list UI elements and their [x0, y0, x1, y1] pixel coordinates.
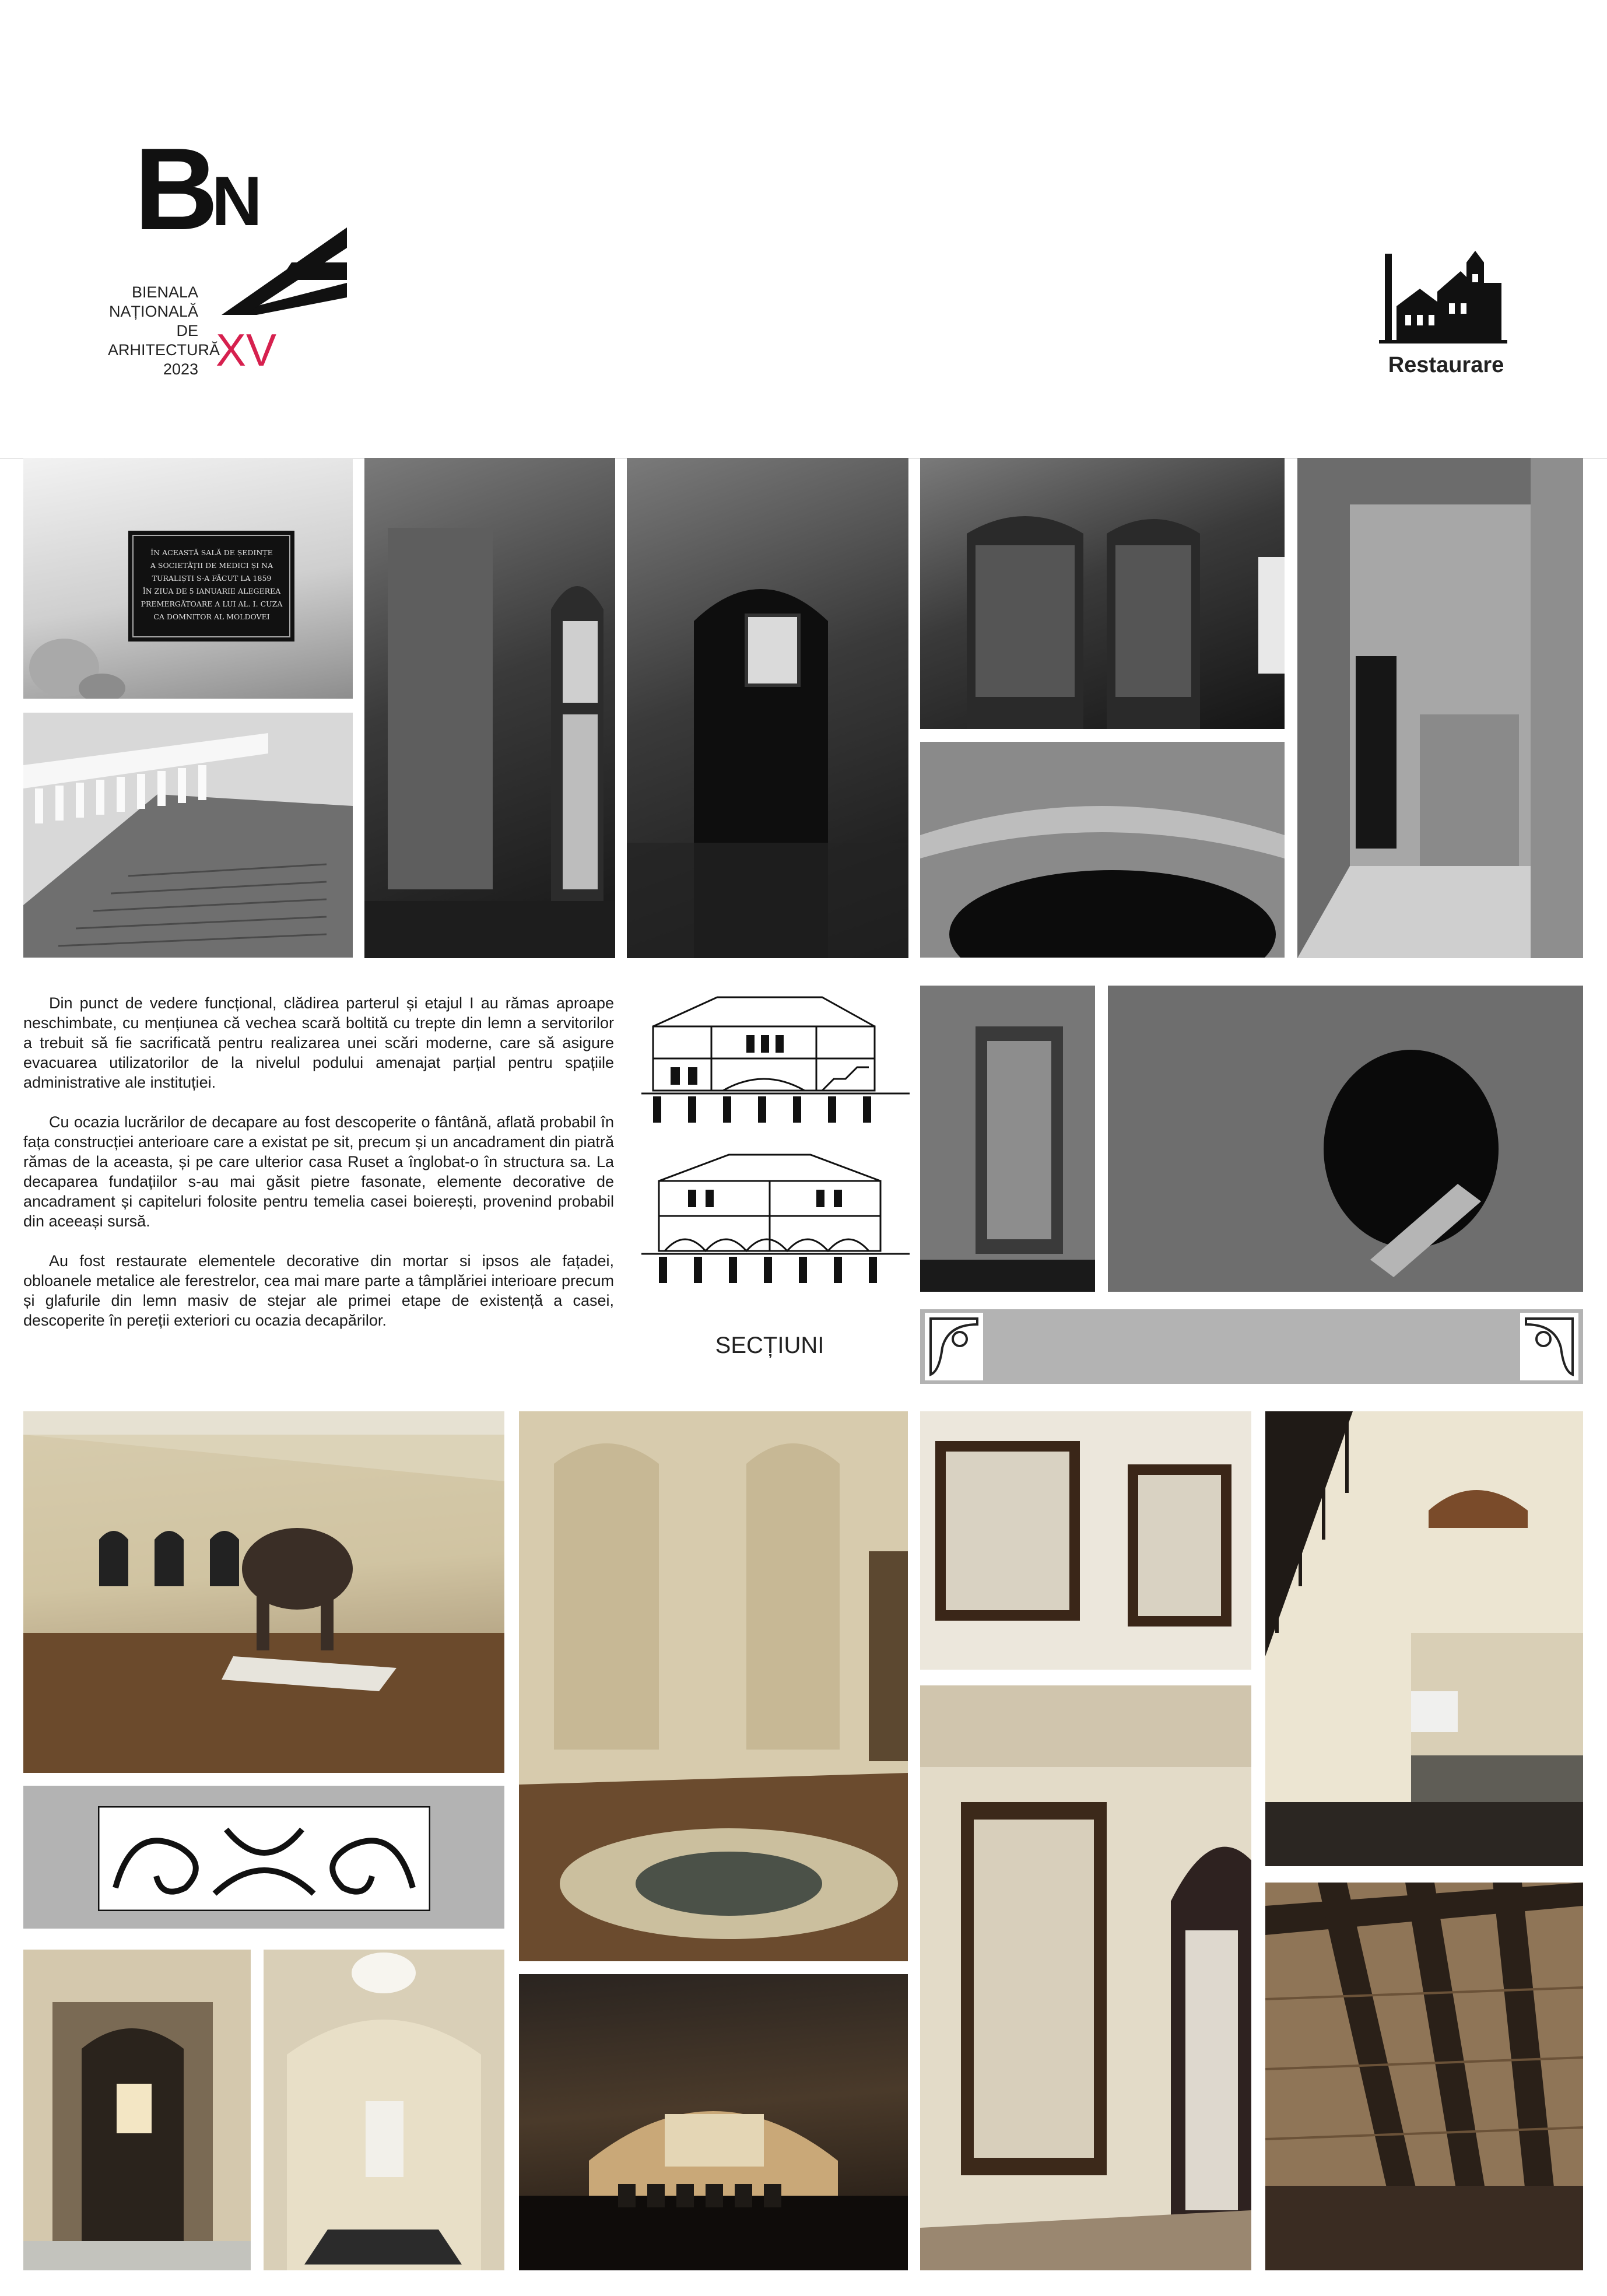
paragraph-functional: Din punct de vedere funcțional, clădirea parterul și etajul I au rămas aproape neschimbate, cu mențiunea că vechea scară boltită cu trepte din lemn a servitorilor a trebuit să fie sacrificată pentru realizarea unei scări moderne, care să asigure evacuarea utilizatorilor de la nivelul podului amenajat parțial pentru spațiile administrative ale instituției. — [23, 994, 614, 1091]
plaque-line: ÎN ACEASTĂ SALĂ DE ȘEDINȚE — [150, 548, 273, 557]
logo-line: ARHITECTURĂ — [108, 341, 220, 359]
section-drawing-bottom — [641, 1146, 910, 1292]
logo-edition: XV — [216, 324, 277, 376]
photo-brick-wall-window — [364, 458, 615, 958]
section-drawing-top — [641, 986, 910, 1131]
photo-modern-staircase — [1265, 1411, 1583, 1866]
plaque-line: A SOCIETĂȚII DE MEDICI ȘI NA — [150, 561, 273, 570]
bna-logo — [108, 124, 353, 417]
logo-line: BIENALA — [131, 283, 198, 301]
category-block — [1373, 248, 1519, 388]
photo-attic-beams — [1265, 1883, 1583, 2270]
plaque-line: TURALIȘTI S-A FĂCUT LA 1859 — [152, 574, 272, 583]
photo-vaulted-corridor — [264, 1950, 504, 2270]
paragraph-decapare: Cu ocazia lucrărilor de decapare au fost descoperite o fântână, aflată probabil în fața construcției anterioare care a existat pe sit, precum și un ancadrament din piatră rămas de la aceasta, și pe care ulterior casa Ruset a înglobat-o în structura sa. La decaparea fundațiilor s-au mai găsit pietre fasonate, elemente decorative de ancadrament și capiteluri folosite pentru temelia casei boierești, provenind probabil din aceeași sursă. — [23, 1113, 614, 1230]
plaque-text — [139, 546, 285, 623]
photo-room-niches — [519, 1411, 908, 1961]
logo-line: NAȚIONALĂ — [108, 303, 198, 320]
frieze-ornament-icon — [98, 1806, 430, 1911]
photo-discovered-well — [1108, 986, 1583, 1292]
description-text — [23, 993, 614, 1350]
photo-arched-doorway — [627, 458, 908, 958]
photo-tall-window-wall — [920, 1685, 1251, 2270]
paragraph-restaurare: Au fost restaurate elementele decorative din mortar si ipsos ale fațadei, obloanele metalice ale ferestrelor, cea mai mare parte a tâmplăriei interioare precum și glafurile din lemn masiv de stejar ale primei etape de existență a casei, descoperite în pereții exteriori cu ocazia decapărilor. — [23, 1252, 614, 1329]
building-silhouette-icon — [1379, 248, 1507, 347]
corbel-left-icon — [925, 1313, 983, 1380]
plaque-line: PREMERGĂTOARE A LUI AL. I. CUZA — [141, 600, 283, 608]
logo-line: DE — [176, 322, 198, 339]
plaque-line: ÎN ZIUA DE 5 IANUARIE ALEGEREA — [142, 587, 281, 595]
ornament-band-corbels — [920, 1309, 1583, 1384]
photo-corridor-decapare — [1297, 458, 1583, 958]
photo-staircase-balustrade — [23, 713, 353, 958]
photo-brick-arch-well — [920, 742, 1285, 958]
logo-letter-b: B — [134, 124, 219, 254]
photo-stone-window-frame — [920, 986, 1095, 1292]
category-label: Restaurare — [1388, 353, 1504, 377]
logo-line: 2023 — [163, 360, 198, 378]
logo-letter-a — [222, 227, 347, 315]
corbel-right-icon — [1520, 1313, 1578, 1380]
photo-oak-window-frames — [920, 1411, 1251, 1670]
logo-text — [108, 283, 220, 379]
sections-caption: SECȚIUNI — [715, 1333, 824, 1358]
photo-hall-elephant — [23, 1411, 504, 1773]
ornament-band-frieze — [23, 1786, 504, 1929]
photo-vaulted-niches — [920, 458, 1285, 729]
plaque-line: CA DOMNITOR AL MOLDOVEI — [153, 612, 270, 621]
photo-stone-doorway — [23, 1950, 251, 2270]
photo-memorial-plaque — [23, 458, 353, 699]
logo-letter-n: N — [212, 162, 262, 240]
photo-conference-hall — [519, 1974, 908, 2270]
